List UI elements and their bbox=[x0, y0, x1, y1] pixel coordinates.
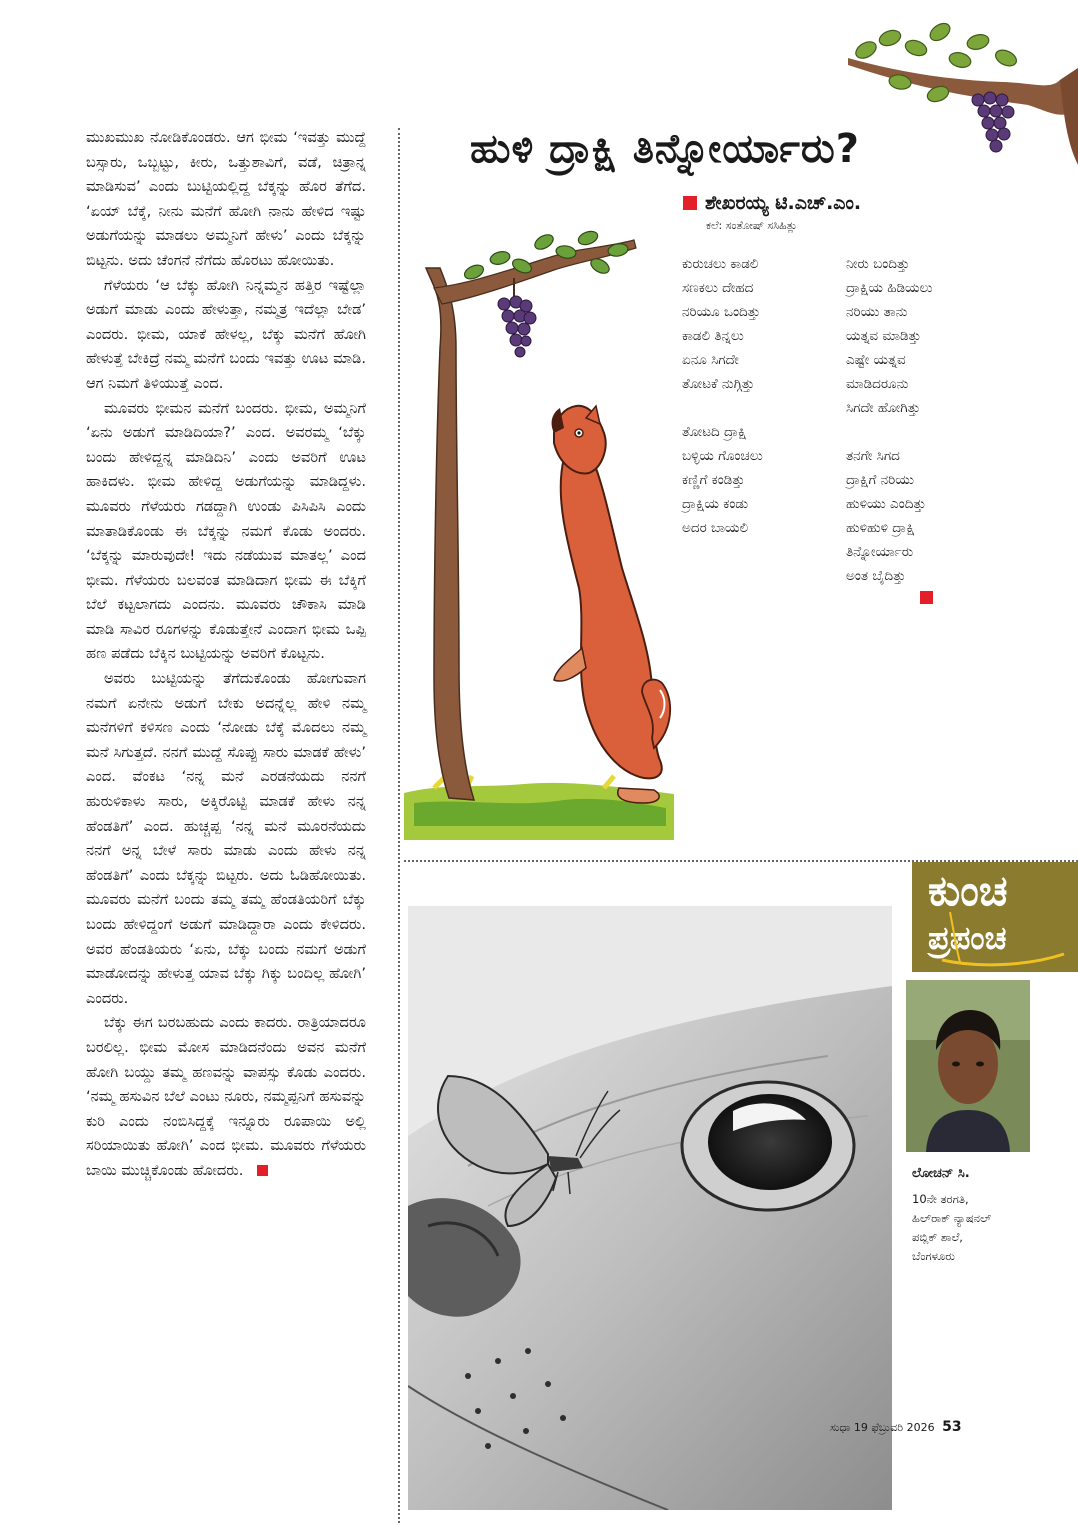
artist-detail-line: 10ನೇ ತರಗತಿ, bbox=[912, 1192, 969, 1206]
brush-stroke-icon bbox=[938, 902, 1068, 970]
artist-detail-line: ಬೆಂಗಳೂರು bbox=[912, 1249, 955, 1263]
poem-line: ಮಾಡಿದರೂನು bbox=[846, 376, 909, 392]
column-divider bbox=[398, 128, 400, 1523]
page-footer bbox=[830, 1419, 962, 1435]
poem-line: ಯತ್ನವ ಮಾಡಿತ್ತು bbox=[846, 328, 922, 344]
story-paragraph bbox=[86, 1011, 366, 1183]
end-marker-icon bbox=[920, 591, 933, 604]
grape-vine-illustration bbox=[828, 20, 1078, 165]
poem-line: ನೀರು ಬಂದಿತ್ತು bbox=[846, 256, 910, 272]
poem-line: ಏನೂ ಸಿಗದೇ bbox=[682, 352, 739, 368]
poem-line: ಅಂತ ಬೈದಿತ್ತು bbox=[846, 568, 906, 584]
artist-detail-line: ಪಬ್ಲಿಕ್ ಶಾಲೆ, bbox=[912, 1230, 963, 1244]
poem-line: ತೋಟಕೆ ನುಗ್ಗಿತ್ತು bbox=[682, 376, 755, 392]
cat-butterfly-sketch bbox=[408, 906, 892, 1510]
poem-line: ಹುಳಿಯು ಎಂದಿತ್ತು bbox=[846, 496, 927, 512]
poem-line: ಕುರುಚಲು ಕಾಡಲಿ bbox=[682, 256, 759, 272]
poem-line: ಬಳ್ಳಿಯ ಗೊಂಚಲು bbox=[682, 448, 763, 464]
author-name: ಶೇಖರಯ್ಯ ಟಿ.ಎಚ್.ಎಂ. bbox=[705, 192, 862, 214]
story-paragraph: ಗೆಳೆಯರು ‘ಆ ಬೆಕ್ಕು ಹೋಗಿ ನಿನ್ನಮ್ಮನ ಹತ್ತಿರ ಇಷ್ಟೆಲ್ಲಾ ಅಡುಗೆ ಮಾಡು ಎಂದು ಹೇಳುತ್ತಾ, ನಮ್ಮತ್ರ ಇದೆಲ್ಲಾ ಬೇಡ’ ಎಂದರು. ಭೀಮ, ಯಾಕೆ ಹೇಳಲ್ಲ, ಬೆಕ್ಕು ಮನೆಗೆ ಹೋಗಿ ಹೇಳುತ್ತೆ ಬೇಕಿದ್ರೆ ನಮ್ಮ ಮನೆಗೆ ಬಂದು ಇವತ್ತು ಊಟ ಮಾಡಿ. ಆಗ ನಿಮಗೆ ತಿಳಿಯುತ್ತೆ ಎಂದ. bbox=[86, 276, 366, 392]
poem-stanza bbox=[846, 444, 926, 588]
artist-detail-line: ಹಿಲ್‌ರಾಕ್ ನ್ಯಾಷನಲ್ bbox=[912, 1211, 992, 1225]
poem-line: ನರಿಯು ತಾನು bbox=[846, 304, 908, 320]
poem-title: ಹುಳಿ ದ್ರಾಕ್ಷಿ ತಿನ್ನೋರ್ಯಾರು? bbox=[470, 126, 860, 172]
story-paragraph: ಅವರು ಬುಟ್ಟಿಯನ್ನು ತೆಗೆದುಕೊಂಡು ಹೋಗುವಾಗ ನಮಗೆ ಏನೇನು ಅಡುಗೆ ಬೇಕು ಅದನ್ನೆಲ್ಲ ಹೇಳಿ ನಮ್ಮ ಮನೆಗಳಿಗೆ ಕಳಿಸಣ ಎಂದು ‘ನೋಡು ಬೆಕ್ಕೆ ಮೊದಲು ನಮ್ಮ ಮನೆ ಸಿಗುತ್ತದೆ. ನನಗೆ ಮುದ್ದೆ ಸೊಪ್ಪು ಸಾರು ಮಾಡಕೆ ಹೇಳು’ ಎಂದ. ವೆಂಕಟ ‘ನನ್ನ ಮನೆ ಎರಡನೆಯದು ನನಗೆ ಹುರುಳಿಕಾಳು ಸಾರು, ಅಕ್ಕಿರೊಟ್ಟಿ ಮಾಡಕೆ ಹೇಳು ನನ್ನ ಹೆಂಡತಿಗೆ’ ಎಂದ. ಹುಚ್ಚಪ್ಪ ‘ನನ್ನ ಮನೆ ಮೂರನೆಯದು ನನಗೆ ಅನ್ನ ಬೇಳೆ ಸಾರು ಮಾಡು ಎಂದು ಹೇಳು ನನ್ನ ಹೆಂಡತಿಗೆ’ ಎಂದು ಬೆಕ್ಕನ್ನು ಬಿಟ್ಟರು. ಅದು ಓಡಿಹೋಯಿತು. ಮೂವರು ಮನೆಗೆ ಬಂದು ತಮ್ಮ ತಮ್ಮ ಹೆಂಡತಿಯರಿಗೆ ಬೆಕ್ಕು ಬಂದು ಹೇಳಿದ್ದಂಗೆ ಅಡುಗೆ ಮಾಡಿದ್ದಾರಾ ಎಂದು ಕೇಳಿದರು. ಅವರ ಹೆಂಡತಿಯರು ‘ಏನು, ಬೆಕ್ಕು ಬಂದು ನಮಗೆ ಅಡುಗೆ ಮಾಡೋದನ್ನು ಹೇಳುತ್ತ ಯಾವ ಬೆಕ್ಕು ಗಿಕ್ಕು ಬಂದಿಲ್ಲ ಹೋಗಿ’ ಎಂದರು. bbox=[86, 670, 366, 1007]
fox-grapes-illustration bbox=[404, 228, 674, 840]
poem-line: ತೋಟದಿ ದ್ರಾಕ್ಷಿ bbox=[682, 424, 747, 440]
story-paragraph: ಮುಖಮುಖ ನೋಡಿಕೊಂಡರು. ಆಗ ಭೀಮ ‘ಇವತ್ತು ಮುದ್ದೆ ಬಸ್ಸಾರು, ಒಬ್ಬಟ್ಟು, ಕೀರು, ಒತ್ತುಶಾವಿಗೆ, ವಡೆ, ಚಿತ್ರಾನ್ನ ಮಾಡಿಸುವ’ ಎಂದು ಬುಟ್ಟಿಯಲ್ಲಿದ್ದ ಬೆಕ್ಕನ್ನು ಹೊರ ತೆಗೆದ. ‘ಏಯ್ ಬೆಕ್ಕೆ, ನೀನು ಮನೆಗೆ ಹೋಗಿ ನಾನು ಹೇಳಿದ ಇಷ್ಟು ಅಡುಗೆಯನ್ನು ಮಾಡಲು ಅಮ್ಮನಿಗೆ ಹೇಳು’ ಎಂದು ಬೆಕ್ಕನ್ನು ಬಿಟ್ಟನು. ಅದು ಚೆಂಗನೆ ನೆಗೆದು ಹೊರಟು ಹೋಯಿತು. bbox=[86, 129, 366, 269]
poem-line: ದ್ರಾಕ್ಷಿಗೆ ನರಿಯು bbox=[846, 472, 915, 488]
issue-date: ಸುಧಾ 19 ಫೆಬ್ರುವರಿ 2026 bbox=[830, 1421, 935, 1434]
end-marker-icon bbox=[257, 1165, 268, 1176]
poem-line: ದ್ರಾಕ್ಷಿಯ ಹಿಡಿಯಲು bbox=[846, 280, 933, 296]
artist-name: ಲೋಚನ್ ಸಿ. bbox=[912, 1166, 970, 1181]
poem-line: ಸಿಗದೇ ಹೋಗಿತ್ತು bbox=[846, 400, 921, 416]
byline-marker-icon bbox=[683, 196, 697, 210]
poem-line: ತನಗೇ ಸಿಗದ bbox=[846, 448, 900, 464]
poem-line: ಸಣಕಲು ದೇಹದ bbox=[682, 280, 754, 296]
poem-stanza bbox=[682, 420, 763, 540]
poem-line: ದ್ರಾಕ್ಷಿಯ ಕಂಡು bbox=[682, 496, 749, 512]
author-byline bbox=[683, 192, 861, 214]
poem-stanza bbox=[846, 252, 933, 420]
artist-photo bbox=[906, 980, 1030, 1152]
poem-line: ಕಣ್ಣಿಗೆ ಕಂಡಿತ್ತು bbox=[682, 472, 745, 488]
story-paragraph: ಮೂವರು ಭೀಮನ ಮನೆಗೆ ಬಂದರು. ಭೀಮ, ಅಮ್ಮನಿಗೆ ‘ಏನು ಅಡುಗೆ ಮಾಡಿದಿಯಾ?’ ಎಂದ. ಅವರಮ್ಮ ‘ಬೆಕ್ಕು ಬಂದು ಹೇಳಿದ್ದನ್ನ ಮಾಡಿದಿನಿ’ ಎಂದು ಅವರಿಗೆ ಊಟ ಹಾಕಿದಳು. ಭೀಮ ಹೇಳಿದ್ದ ಅಡುಗೆಯನ್ನು ಮಾಡಿದ್ದಳು. ಮೂವರು ಗೆಳೆಯರು ಗಡದ್ದಾಗಿ ಉಂಡು ಪಿಸಿಪಿಸಿ ಎಂದು ಮಾತಾಡಿಕೊಂಡು ಈ ಬೆಕ್ಕನ್ನು ನಮಗೆ ಕೊಡು ಅಂದರು. ‘ಬೆಕ್ಕನ್ನು ಮಾರುವುದೇ! ಇದು ನಡೆಯುವ ಮಾತಲ್ಲ’ ಎಂದ ಭೀಮ. ಗೆಳೆಯರು ಬಲವಂತ ಮಾಡಿದಾಗ ಭೀಮ ಈ ಬೆಕ್ಕಿಗೆ ಬೆಲೆ ಕಟ್ಟಲಾಗದು ಎಂದನು. ಮೂವರು ಚೌಕಾಸಿ ಮಾಡಿ ಮಾಡಿ ಸಾವಿರ ರೂಗಳನ್ನು ಕೊಡುತ್ತೇನೆ ಎಂದಾಗ ಭೀಮ ಒಪ್ಪಿ ಹಣ ಪಡೆದು ಬೆಕ್ಕಿನ ಬುಟ್ಟಿಯನ್ನು ಅವರಿಗೆ ಕೊಟ್ಟನು. bbox=[86, 399, 366, 663]
illustration-credit: ಕಲೆ: ಸಂತೋಷ್ ಸಸಿಹಿತ್ಲು bbox=[706, 219, 798, 232]
poem-line: ಎಷ್ಟೇ ಯತ್ನವ bbox=[846, 352, 906, 368]
story-column bbox=[86, 126, 366, 1184]
poem-line: ಹುಳಿಹುಳಿ ದ್ರಾಕ್ಷಿ bbox=[846, 520, 915, 536]
page-number: 53 bbox=[942, 1419, 962, 1435]
poem-line: ಕಾಡಲಿ ತಿನ್ನಲು bbox=[682, 328, 744, 344]
kuncha-prapancha-badge bbox=[912, 862, 1078, 972]
story-last-text: ಬೆಕ್ಕು ಈಗ ಬರಬಹುದು ಎಂದು ಕಾದರು. ರಾತ್ರಿಯಾದರೂ ಬರಲಿಲ್ಲ. ಭೀಮ ಮೋಸ ಮಾಡಿದನೆಂದು ಅವನ ಮನೆಗೆ ಹೋಗಿ ಬಯ್ದು ತಮ್ಮ ಹಣವನ್ನು ವಾಪಸ್ಸು ಕೊಡು ಎಂದರು. ‘ನಮ್ಮ ಹಸುವಿನ ಬೆಲೆ ಎಂಟು ನೂರು, ನಮ್ಮಪ್ಪನಿಗೆ ಹಸುವನ್ನು ಕುರಿ ಎಂದು ನಂಬಿಸಿದ್ದಕ್ಕೆ ಇನ್ನೂರು ರೂಪಾಯಿ ಅಲ್ಲಿ ಸರಿಯಾಯಿತು ಹೋಗಿ’ ಎಂದ ಭೀಮ. ಮೂವರು ಗೆಳೆಯರು ಬಾಯಿ ಮುಚ್ಚಿಕೊಂಡು ಹೋದರು. bbox=[86, 1014, 366, 1179]
poem-line: ಅದರ ಬಾಯಲಿ bbox=[682, 520, 749, 536]
badge-line-2: ಪ್ರಪಂಚ bbox=[928, 919, 1007, 957]
poem-stanza bbox=[682, 252, 760, 396]
artist-details bbox=[912, 1190, 991, 1266]
poem-line: ನರಿಯೂ ಒಂದಿತ್ತು bbox=[682, 304, 761, 320]
poem-line: ತಿನ್ನೋರ್ಯಾರು bbox=[846, 544, 914, 560]
badge-line-1: ಕುಂಚ bbox=[928, 866, 1008, 915]
